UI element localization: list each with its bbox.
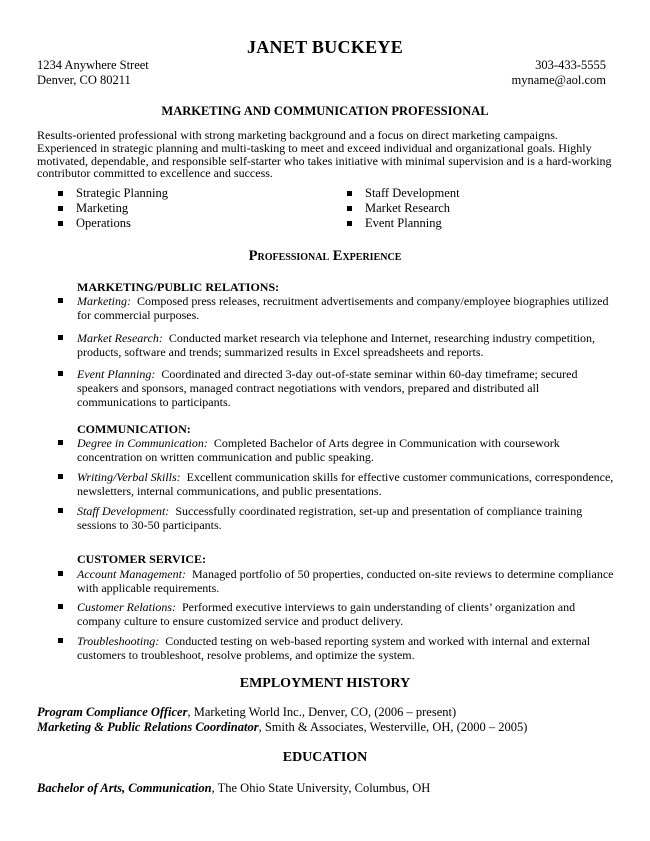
experience-bullet: Degree in Communication: Completed Bachelor of Arts degree in Communication with coursework concentration on written communication and public speaking.	[77, 436, 617, 464]
experience-bullet: Event Planning: Coordinated and directed 3-day out-of-state seminar within 60-day timeframe; secured speakers and sponsors, managed contract negotiations with vendors, prepared and distributed all communications to participants.	[77, 367, 617, 409]
bullet-square-icon	[58, 604, 63, 609]
experience-group-heading: MARKETING/PUBLIC RELATIONS:	[77, 280, 280, 294]
bullet-square-icon	[58, 371, 63, 376]
summary-paragraph: Results-oriented professional with strong marketing background and a focus on direct marketing campaigns. Experienced in strategic planning and multi-tasking to meet and exceed individual and organizational goals. Highly motivated, dependable, and responsible self-starter who takes initiative with minimal supervision and is a hard-working contributor committed to excellence and success.	[37, 128, 612, 181]
address-city: Denver, CO 80211	[37, 73, 131, 87]
bullet-square-icon	[58, 298, 63, 303]
education-section-title: EDUCATION	[282, 750, 368, 765]
bullet-square-icon	[58, 440, 63, 445]
skill-item: Strategic Planning	[56, 186, 168, 201]
skill-item: Market Research	[345, 201, 460, 216]
experience-bullet: Staff Development: Successfully coordinated registration, set-up and presentation of compliance training sessions to 30-50 participants.	[77, 504, 617, 532]
experience-bullet: Marketing: Composed press releases, recruitment advertisements and company/employee biographies utilized for commercial purposes.	[77, 294, 617, 322]
skill-item: Staff Development	[345, 186, 460, 201]
bullet-square-icon	[58, 638, 63, 643]
employment-section-title: EMPLOYMENT HISTORY	[239, 676, 411, 691]
candidate-name: JANET BUCKEYE	[246, 37, 404, 57]
experience-group-heading: CUSTOMER SERVICE:	[77, 552, 207, 566]
experience-group-heading: COMMUNICATION:	[77, 422, 191, 436]
experience-bullet: Customer Relations: Performed executive interviews to gain understanding of clients’ organization and company culture to ensure customized service and product delivery.	[77, 600, 617, 628]
bullet-square-icon	[347, 206, 352, 211]
address-block	[37, 58, 149, 88]
experience-bullet: Troubleshooting: Conducted testing on web-based reporting system and worked with internal and external customers to troubleshoot, resolve problems, and optimize the system.	[77, 634, 617, 662]
contact-block	[512, 58, 606, 88]
bullet-square-icon	[58, 508, 63, 513]
skill-item: Operations	[56, 216, 168, 231]
professional-headline: MARKETING AND COMMUNICATION PROFESSIONAL	[161, 104, 489, 118]
employment-entry: Marketing & Public Relations Coordinator, Smith & Associates, Westerville, OH, (2000 – 2005)	[37, 720, 528, 734]
bullet-square-icon	[58, 206, 63, 211]
phone-number: 303-433-5555	[535, 58, 606, 72]
bullet-square-icon	[58, 335, 63, 340]
skills-column-right	[345, 186, 460, 231]
experience-section-title: Professional Experience	[248, 248, 402, 264]
education-entry: Bachelor of Arts, Communication, The Ohio State University, Columbus, OH	[37, 781, 431, 795]
experience-bullet: Market Research: Conducted market research via telephone and Internet, researching industry competition, products, software and trends; summarized results in Excel spreadsheets and reports.	[77, 331, 617, 359]
skill-item: Marketing	[56, 201, 168, 216]
bullet-square-icon	[58, 191, 63, 196]
bullet-square-icon	[347, 191, 352, 196]
bullet-square-icon	[58, 474, 63, 479]
experience-bullet: Writing/Verbal Skills: Excellent communication skills for effective customer communications, correspondence, newsletters, internal communications, and public presentations.	[77, 470, 617, 498]
bullet-square-icon	[58, 221, 63, 226]
email-address: myname@aol.com	[511, 73, 606, 87]
skill-item: Event Planning	[345, 216, 460, 231]
employment-entry: Program Compliance Officer, Marketing World Inc., Denver, CO, (2006 – present)	[37, 705, 457, 719]
skills-column-left	[56, 186, 168, 231]
bullet-square-icon	[58, 571, 63, 576]
bullet-square-icon	[347, 221, 352, 226]
address-street: 1234 Anywhere Street	[37, 58, 149, 72]
experience-bullet: Account Management: Managed portfolio of 50 properties, conducted on-site reviews to determine compliance with applicable requirements.	[77, 567, 617, 595]
